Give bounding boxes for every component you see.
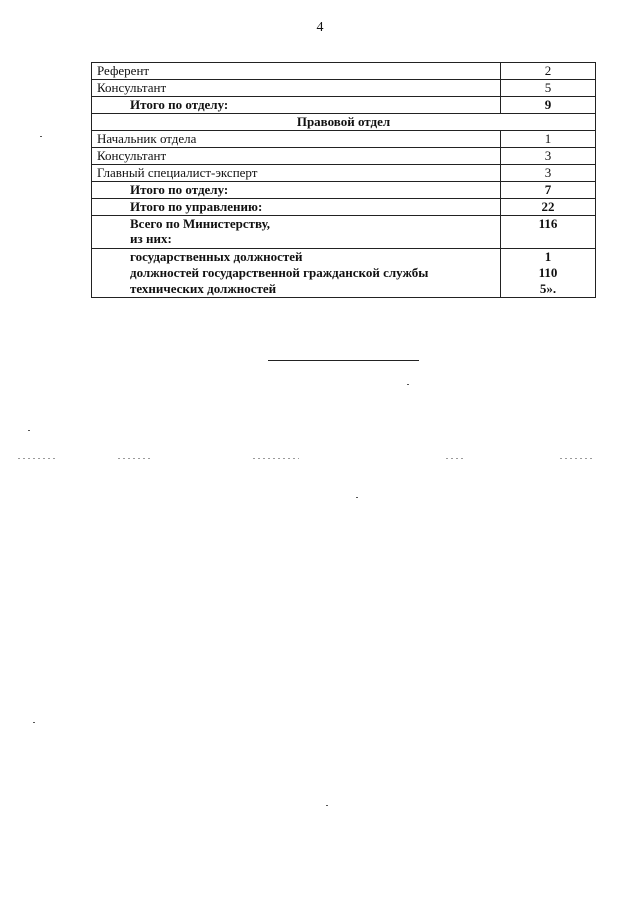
scan-speck bbox=[407, 384, 409, 385]
table-row bbox=[92, 148, 596, 165]
subtotal-count: 7 bbox=[501, 182, 596, 199]
breakdown-row bbox=[92, 249, 596, 266]
subtotal-count: 22 bbox=[501, 199, 596, 216]
ministry-total-count: 116 bbox=[501, 216, 596, 249]
department-subtotal-row bbox=[92, 182, 596, 199]
ministry-total-row bbox=[92, 216, 596, 249]
staffing-table bbox=[91, 62, 596, 298]
scan-speck bbox=[356, 497, 358, 498]
scan-speck bbox=[326, 805, 328, 806]
position-label: Главный специалист-эксперт bbox=[92, 165, 501, 182]
position-label: Консультант bbox=[92, 148, 501, 165]
breakdown-label: государственных должностей bbox=[92, 249, 501, 266]
ministry-total-line2: из них: bbox=[130, 231, 172, 246]
scan-artifact-line bbox=[18, 458, 58, 459]
position-label: Консультант bbox=[92, 80, 501, 97]
position-count: 2 bbox=[501, 63, 596, 80]
subtotal-label: Итого по управлению: bbox=[92, 199, 501, 216]
position-count: 5 bbox=[501, 80, 596, 97]
scan-speck bbox=[40, 136, 42, 137]
scan-artifact-line bbox=[253, 458, 299, 459]
scan-speck bbox=[28, 430, 30, 431]
ministry-total-label bbox=[92, 216, 501, 249]
scan-artifact-line bbox=[560, 458, 594, 459]
ministry-total-line1: Всего по Министерству, bbox=[130, 216, 271, 231]
position-count: 3 bbox=[501, 165, 596, 182]
position-count: 3 bbox=[501, 148, 596, 165]
page-number: 4 bbox=[316, 20, 324, 35]
closing-separator-line bbox=[268, 360, 419, 361]
table-row bbox=[92, 165, 596, 182]
position-count: 1 bbox=[501, 131, 596, 148]
position-label: Начальник отдела bbox=[92, 131, 501, 148]
table-row bbox=[92, 63, 596, 80]
subtotal-label: Итого по отделу: bbox=[92, 97, 501, 114]
subtotal-count: 9 bbox=[501, 97, 596, 114]
breakdown-count: 1 bbox=[501, 249, 596, 266]
scan-artifact-line bbox=[118, 458, 152, 459]
scan-speck bbox=[33, 722, 35, 723]
position-label: Референт bbox=[92, 63, 501, 80]
subtotal-label: Итого по отделу: bbox=[92, 182, 501, 199]
section-header-row bbox=[92, 114, 596, 131]
table-row bbox=[92, 80, 596, 97]
breakdown-label: должностей государственной гражданской службы bbox=[92, 265, 501, 281]
scan-artifact-line bbox=[446, 458, 466, 459]
breakdown-row bbox=[92, 265, 596, 281]
breakdown-count: 110 bbox=[501, 265, 596, 281]
department-subtotal-row bbox=[92, 97, 596, 114]
section-title: Правовой отдел bbox=[92, 114, 596, 131]
table-row bbox=[92, 131, 596, 148]
breakdown-count: 5». bbox=[501, 281, 596, 298]
breakdown-row bbox=[92, 281, 596, 298]
breakdown-label: технических должностей bbox=[92, 281, 501, 298]
directorate-subtotal-row bbox=[92, 199, 596, 216]
